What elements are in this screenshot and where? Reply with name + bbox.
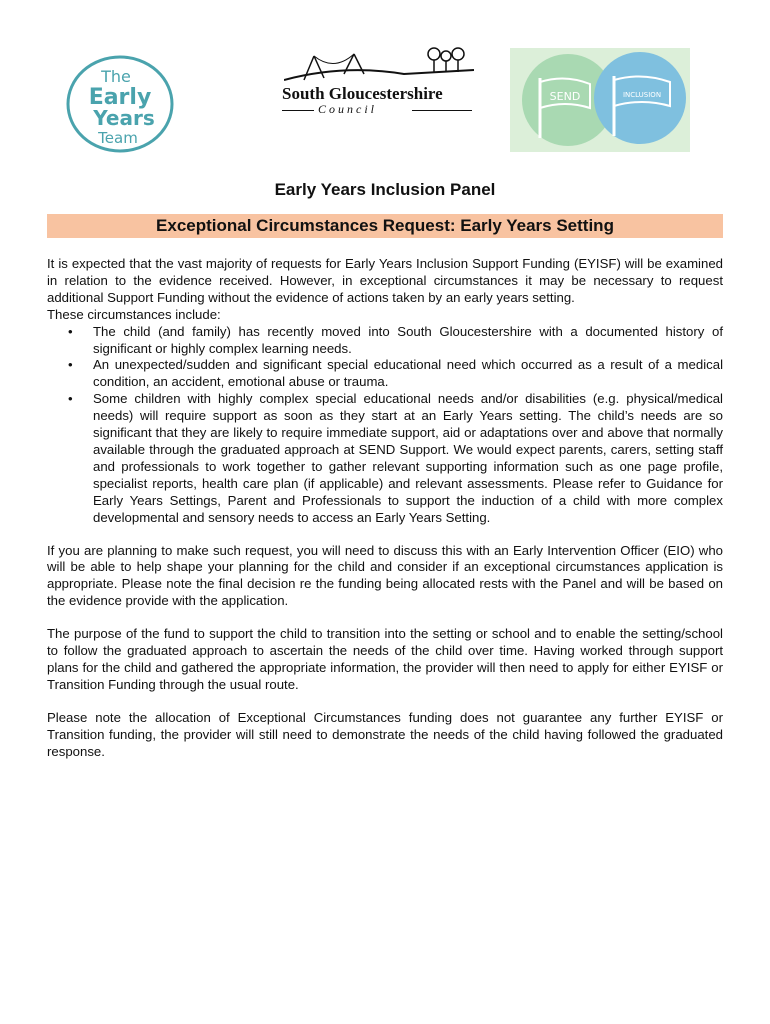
council-rule-right <box>412 110 472 111</box>
logo-word-team: Team <box>98 129 138 147</box>
purpose-paragraph: The purpose of the fund to support the child to transition into the setting or school and to enable the setting/school to follow the graduated approach to ascertain the needs of the child over time. Having worked through support plans for the child and gathered the appropriate information, the provider will then need to apply for either EYISF or Transition Funding through the usual route. <box>47 626 723 692</box>
council-name: South Gloucestershire <box>282 84 443 103</box>
eio-paragraph: If you are planning to make such request, you will need to discuss this with an Early Intervention Officer (EIO) who will be able to help shape your planning for the child and consider if an exceptional circumstances application is appropriate. Please note the final decision re the funding being allocated rests with the Panel and will be based on the evidence provide with the application. <box>47 542 723 609</box>
send-inclusion-graphic <box>510 48 690 152</box>
send-inclusion-logo <box>510 48 690 152</box>
early-years-team-logo <box>64 54 182 154</box>
inclusion-flag-label: INCLUSION <box>622 91 662 99</box>
list-item: • The child (and family) has recently moved into South Gloucestershire with a documented history of significant or highly complex learning needs. <box>93 324 723 358</box>
intro-paragraph: It is expected that the vast majority of requests for Early Years Inclusion Support Funding (EYISF) will be examined in relation to the evidence received. However, in exceptional circumstances it may be necessary to request additional Support Funding without the evidence of actions taken by an early years setting. <box>47 256 723 305</box>
banner-title: Exceptional Circumstances Request: Early Years Setting <box>47 214 723 238</box>
panel-title: Early Years Inclusion Panel <box>274 180 496 199</box>
logo-word-the: The <box>101 67 131 86</box>
council-rule-left <box>282 110 314 111</box>
list-item: • Some children with highly complex special educational needs and/or disabilities (e.g. physical/medical needs) will require support as soon as they start at an Early Years setting. The child’s needs are so significant that they are likely to require immediate support, aid or adaptations over and above that normally available through the graduated approach at SEND Support. We would expect parents, carers, setting staff and professionals to work together to gather relevant supporting information such as one page profile, specialist reports, health care plan (if applicable) and relevant assessments. Please refer to Guidance for Early Years Settings, Parent and Professionals to support the induction of a child with more complex developmental and sensory needs to access an Early Years Setting. <box>93 391 723 526</box>
south-gloucestershire-council-logo <box>276 44 486 124</box>
logo-word-years: Years <box>93 106 155 130</box>
send-flag-label: SEND <box>549 90 581 103</box>
circumstances-lead: These circumstances include: <box>47 306 221 322</box>
document-body <box>47 256 723 760</box>
note-paragraph: Please note the allocation of Exceptional Circumstances funding does not guarantee any further EYISF or Transition funding, the provider will still need to demonstrate the needs of the child having followed the graduated response. <box>47 709 723 759</box>
list-item: • An unexpected/sudden and significant special educational need which occurred as a result of a medical condition, an accident, emotional abuse or trauma. <box>93 357 723 391</box>
circumstances-list <box>47 324 723 527</box>
header-logos <box>0 40 770 160</box>
logo-word-early: Early <box>88 85 152 110</box>
bridge-and-trees-icon <box>284 44 474 86</box>
council-subtitle: Council <box>318 102 377 116</box>
